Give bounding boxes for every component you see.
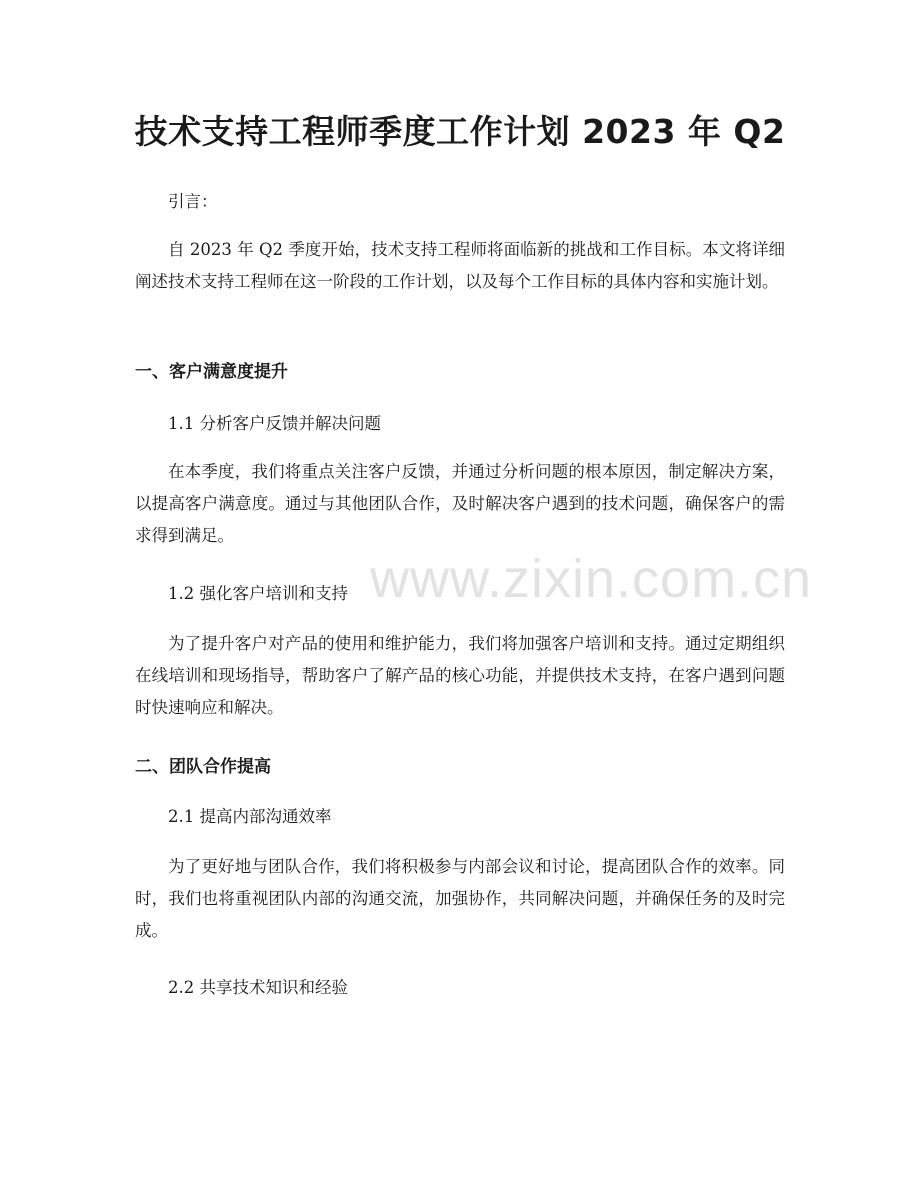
intro-label: 引言： (168, 192, 218, 211)
subsection-title-1-2: 1.2 强化客户培训和支持 (168, 584, 348, 603)
subsection-body-1-2: 为了提升客户对产品的使用和维护能力，我们将加强客户培训和支持。通过定期组织在线培训和现场指导，帮助客户了解产品的核心功能，并提供技术支持，在客户遇到问题时快速响应和解决。 (135, 634, 785, 717)
subsection-body-2-1: 为了更好地与团队合作，我们将积极参与内部会议和讨论，提高团队合作的效率。同时，我们也将重视团队内部的沟通交流，加强协作，共同解决问题，并确保任务的及时完成。 (135, 857, 785, 940)
section-heading-team-collaboration: 二、团队合作提高 (135, 757, 271, 777)
subsection-title-2-1: 2.1 提高内部沟通效率 (168, 807, 332, 826)
watermark-text: www.zixin.com.cn (370, 549, 813, 609)
subsection-body-1-1: 在本季度，我们将重点关注客户反馈，并通过分析问题的根本原因，制定解决方案，以提高客户满意度。通过与其他团队合作，及时解决客户遇到的技术问题，确保客户的需求得到满足。 (135, 462, 785, 545)
subsection-title-2-2: 2.2 共享技术知识和经验 (168, 978, 348, 997)
subsection-title-1-1: 1.1 分析客户反馈并解决问题 (168, 414, 381, 433)
intro-paragraph: 自 2023 年 Q2 季度开始，技术支持工程师将面临新的挑战和工作目标。本文将详细阐述技术支持工程师在这一阶段的工作计划，以及每个工作目标的具体内容和实施计划。 (135, 240, 785, 291)
document-title: 技术支持工程师季度工作计划 2023 年 Q2 (134, 112, 786, 151)
section-heading-customer-satisfaction: 一、客户满意度提升 (135, 362, 288, 382)
